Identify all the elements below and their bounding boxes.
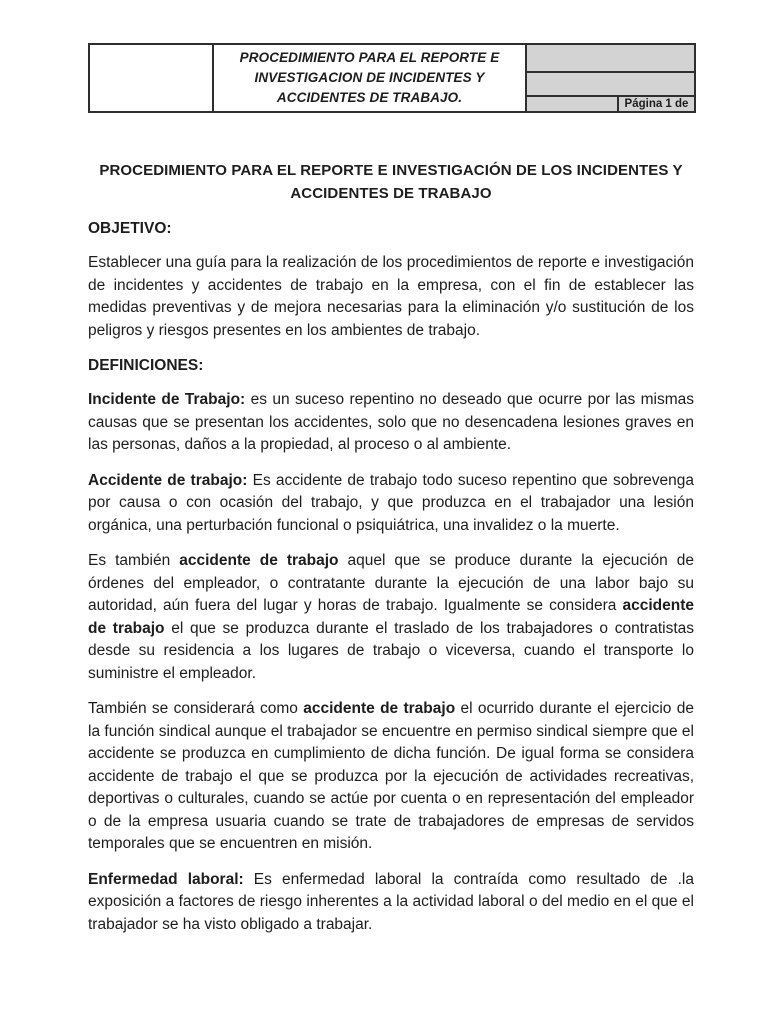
paragraph-tambien-se-considerara: También se considerará como accidente de trabajo el ocurrido durante el ejercicio de la función sindical aunque el trabajador se encuentre en permiso sindical siempre que el accidente se produzca en cumplimiento de dicha función. De igual forma se considera accidente de trabajo el que se produzca por la ejecución de actividades recreativas, deportivas o culturales, cuando se actúe por cuenta o en representación del empleador o de la empresa usuaria cuando se trate de trabajadores de empresas de servidos temporales que se encuentren en misión. (88, 700, 694, 852)
paragraph-incidente-de-trabajo: Incidente de Trabajo: es un suceso repentino no deseado que ocurre por las mismas causas que se presentan los accidentes, solo que no desencadena lesiones graves en las personas, daños a la propiedad, al proceso o al ambiente. (88, 391, 695, 453)
page-content (88, 43, 694, 949)
page-number-cell: Página 1 de (618, 96, 695, 112)
header-title-cell: PROCEDIMIENTO PARA EL REPORTE E INVESTIGACION DE INCIDENTES Y ACCIDENTES DE TRABAJO. (213, 44, 526, 112)
document-header-table (88, 43, 696, 113)
paragraph-enfermedad-laboral: Enfermedad laboral: Es enfermedad laboral la contraída como resultado de .la exposición a factores de riesgo inherentes a la actividad laboral o del medio en el que el trabajador se ha visto obligado a trabajar. (88, 870, 694, 933)
paragraph-es-tambien-accidente: Es también accidente de trabajo aquel que se produce durante la ejecución de órdenes del empleador, o contratante durante la ejecución de una labor bajo su autoridad, aún fuera del lugar y horas de trabajo. Igualmente se considera accidente de trabajo el que se produzca durante el traslado de los trabajadores o contratistas desde su residencia a los lugares de trabajo o viceversa, cuando el transporte lo suministre el empleador. (88, 552, 694, 682)
header-meta-cell-2 (526, 72, 695, 96)
paragraph-accidente-de-trabajo: Accidente de trabajo: Es accidente de trabajo todo suceso repentino que sobrevenga por causa o con ocasión del trabajo, y que produzca en el trabajador una lesión orgánica, una perturbación funcional o psiquiátrica, una invalidez o la muerte. (88, 471, 695, 534)
paragraph-objetivo: Establecer una guía para la realización de los procedimientos de reporte e investigación de incidentes y accidentes de trabajo en la empresa, con el fin de establecer las medidas preventivas y de mejora necesarias para la eliminación y/o sustitución de los peligros y riesgos presentes en los ambientes de trabajo. (88, 254, 694, 339)
header-meta-cell-3 (526, 96, 618, 112)
header-meta-cell-1 (526, 44, 695, 72)
main-title: PROCEDIMIENTO PARA EL REPORTE E INVESTIGACIÓN DE LOS INCIDENTES Y ACCIDENTES DE TRABAJO (99, 162, 683, 202)
header-logo-cell (89, 44, 213, 112)
section-heading-definiciones: DEFINICIONES: (88, 357, 204, 374)
section-heading-objetivo: OBJETIVO: (88, 220, 172, 237)
